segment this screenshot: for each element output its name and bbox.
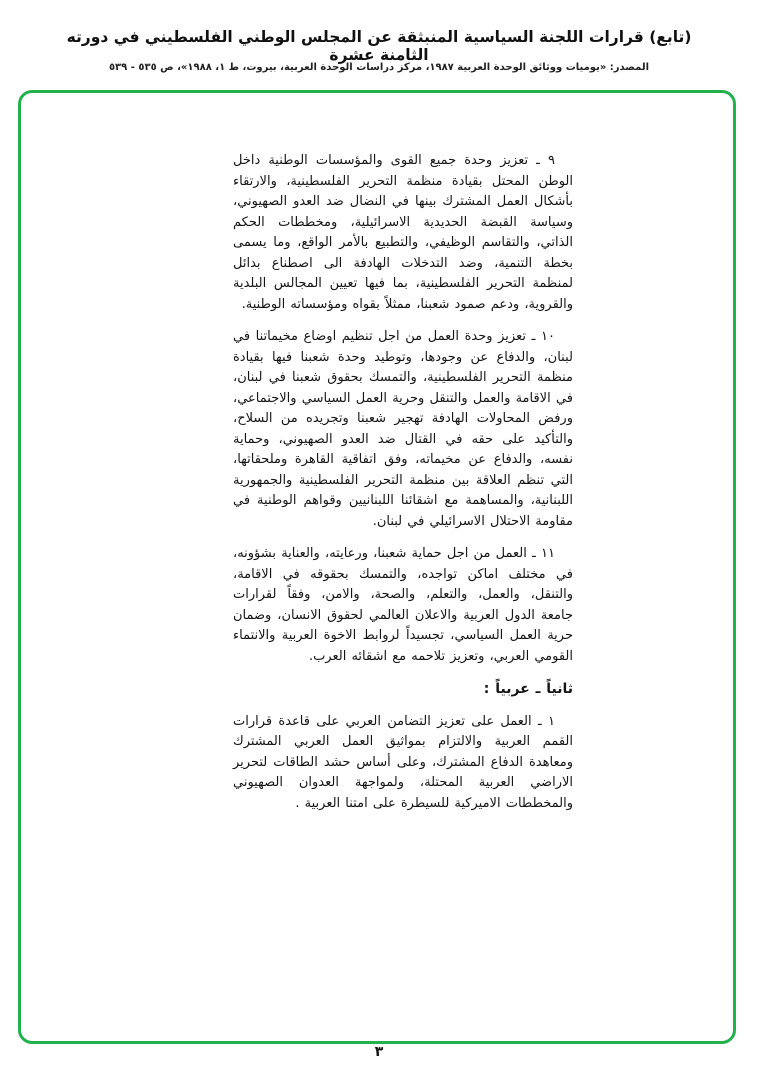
- paragraph-10: ١٠ ـ تعزيز وحدة العمل من اجل تنظيم اوضاع مخيماتنا في لبنان، والدفاع عن وجودها، وتوطيد وحدة شعبنا فيها بقيادة منظمة التحرير الفلسطينية، والتمسك بحقوق شعبنا في لبنان، في الاقامة والعمل والتنقل وحرية العمل السياسي والاجتماعي، ورفض المحاولات الهادفة تهجير شعبنا وتجريده من السلاح، والتأكيد على حقه في القتال ضد العدو الصهيوني، وحماية نفسه، والدفاع عن مخيماته، وفق اتفاقية القاهرة وملحقاتها، التي تنظم العلاقة بين منظمة التحرير الفلسطينية والجمهورية اللبنانية، والمساهمة مع اشقائنا اللبنانيين وقواهم الوطنية في مقاومة الاحتلال الاسرائيلي في لبنان.: [233, 329, 573, 529]
- paragraph-9: ٩ ـ تعزيز وحدة جميع القوى والمؤسسات الوطنية داخل الوطن المحتل بقيادة منظمة التحرير الفلسطينية، والارتقاء بأشكال العمل المشترك بينها في النضال ضد العدو الصهيوني، وسياسة القبضة الحديدية الاسرائيلية، ومخططات الحكم الذاتي، والتقاسم الوظيفي، والتطبيع بالأمر الواقع، وما يسمى بخطة التنمية، وضد التدخلات الهادفة الى اصطناع بدائل لمنظمة التحرير الفلسطينية، بما فيها تعيين المجالس البلدية والقروية، ودعم صمود شعبنا، ممثلاً بقواه ومؤسساته الوطنية.: [233, 153, 573, 312]
- paragraph-11: ١١ ـ العمل من اجل حماية شعبنا، ورعايته، والعناية بشؤونه، في مختلف اماكن تواجده، والتمسك بحقوقه في الاقامة، والتنقل، والعمل، والتعلم، والصحة، والامن، وفقاً لقرارات جامعة الدول العربية والاعلان العالمي لحقوق الانسان، وضمان حرية العمل السياسي، تجسيداً لروابط الاخوة العربية والانتماء القومي العربي، وتعزيز تلاحمه مع اشقائه العرب.: [233, 546, 573, 664]
- paragraph-arab-1: ١ ـ العمل على تعزيز التضامن العربي على قاعدة قرارات القمم العربية والالتزام بمواثيق العمل العربي المشترك ومعاهدة الدفاع المشترك، وعلى أساس حشد الطاقات لتحرير الاراضي العربية المحتلة، ولمواجهة العدوان الصهيوني والمخططات الاميركية للسيطرة على امتنا العربية .: [233, 713, 573, 811]
- page-number: ٣: [374, 1044, 384, 1060]
- section-heading-arab: ثانياً ـ عربياً :: [483, 681, 573, 697]
- content-border-frame: [18, 90, 736, 1044]
- source-citation: المصدر: «يوميات ووثائق الوحدة العربية ١٩٨٧، مركز دراسات الوحدة العربية، بيروت، ط ١، ١٩٨٨»، ص ٥٣٥ - ٥٣٩: [108, 62, 650, 73]
- body-text-column: [233, 151, 573, 826]
- document-title: (تابع) قرارات اللجنة السياسية المنبثقة عن المجلس الوطني الفلسطيني في دورته الثامنة عشرة: [66, 28, 692, 64]
